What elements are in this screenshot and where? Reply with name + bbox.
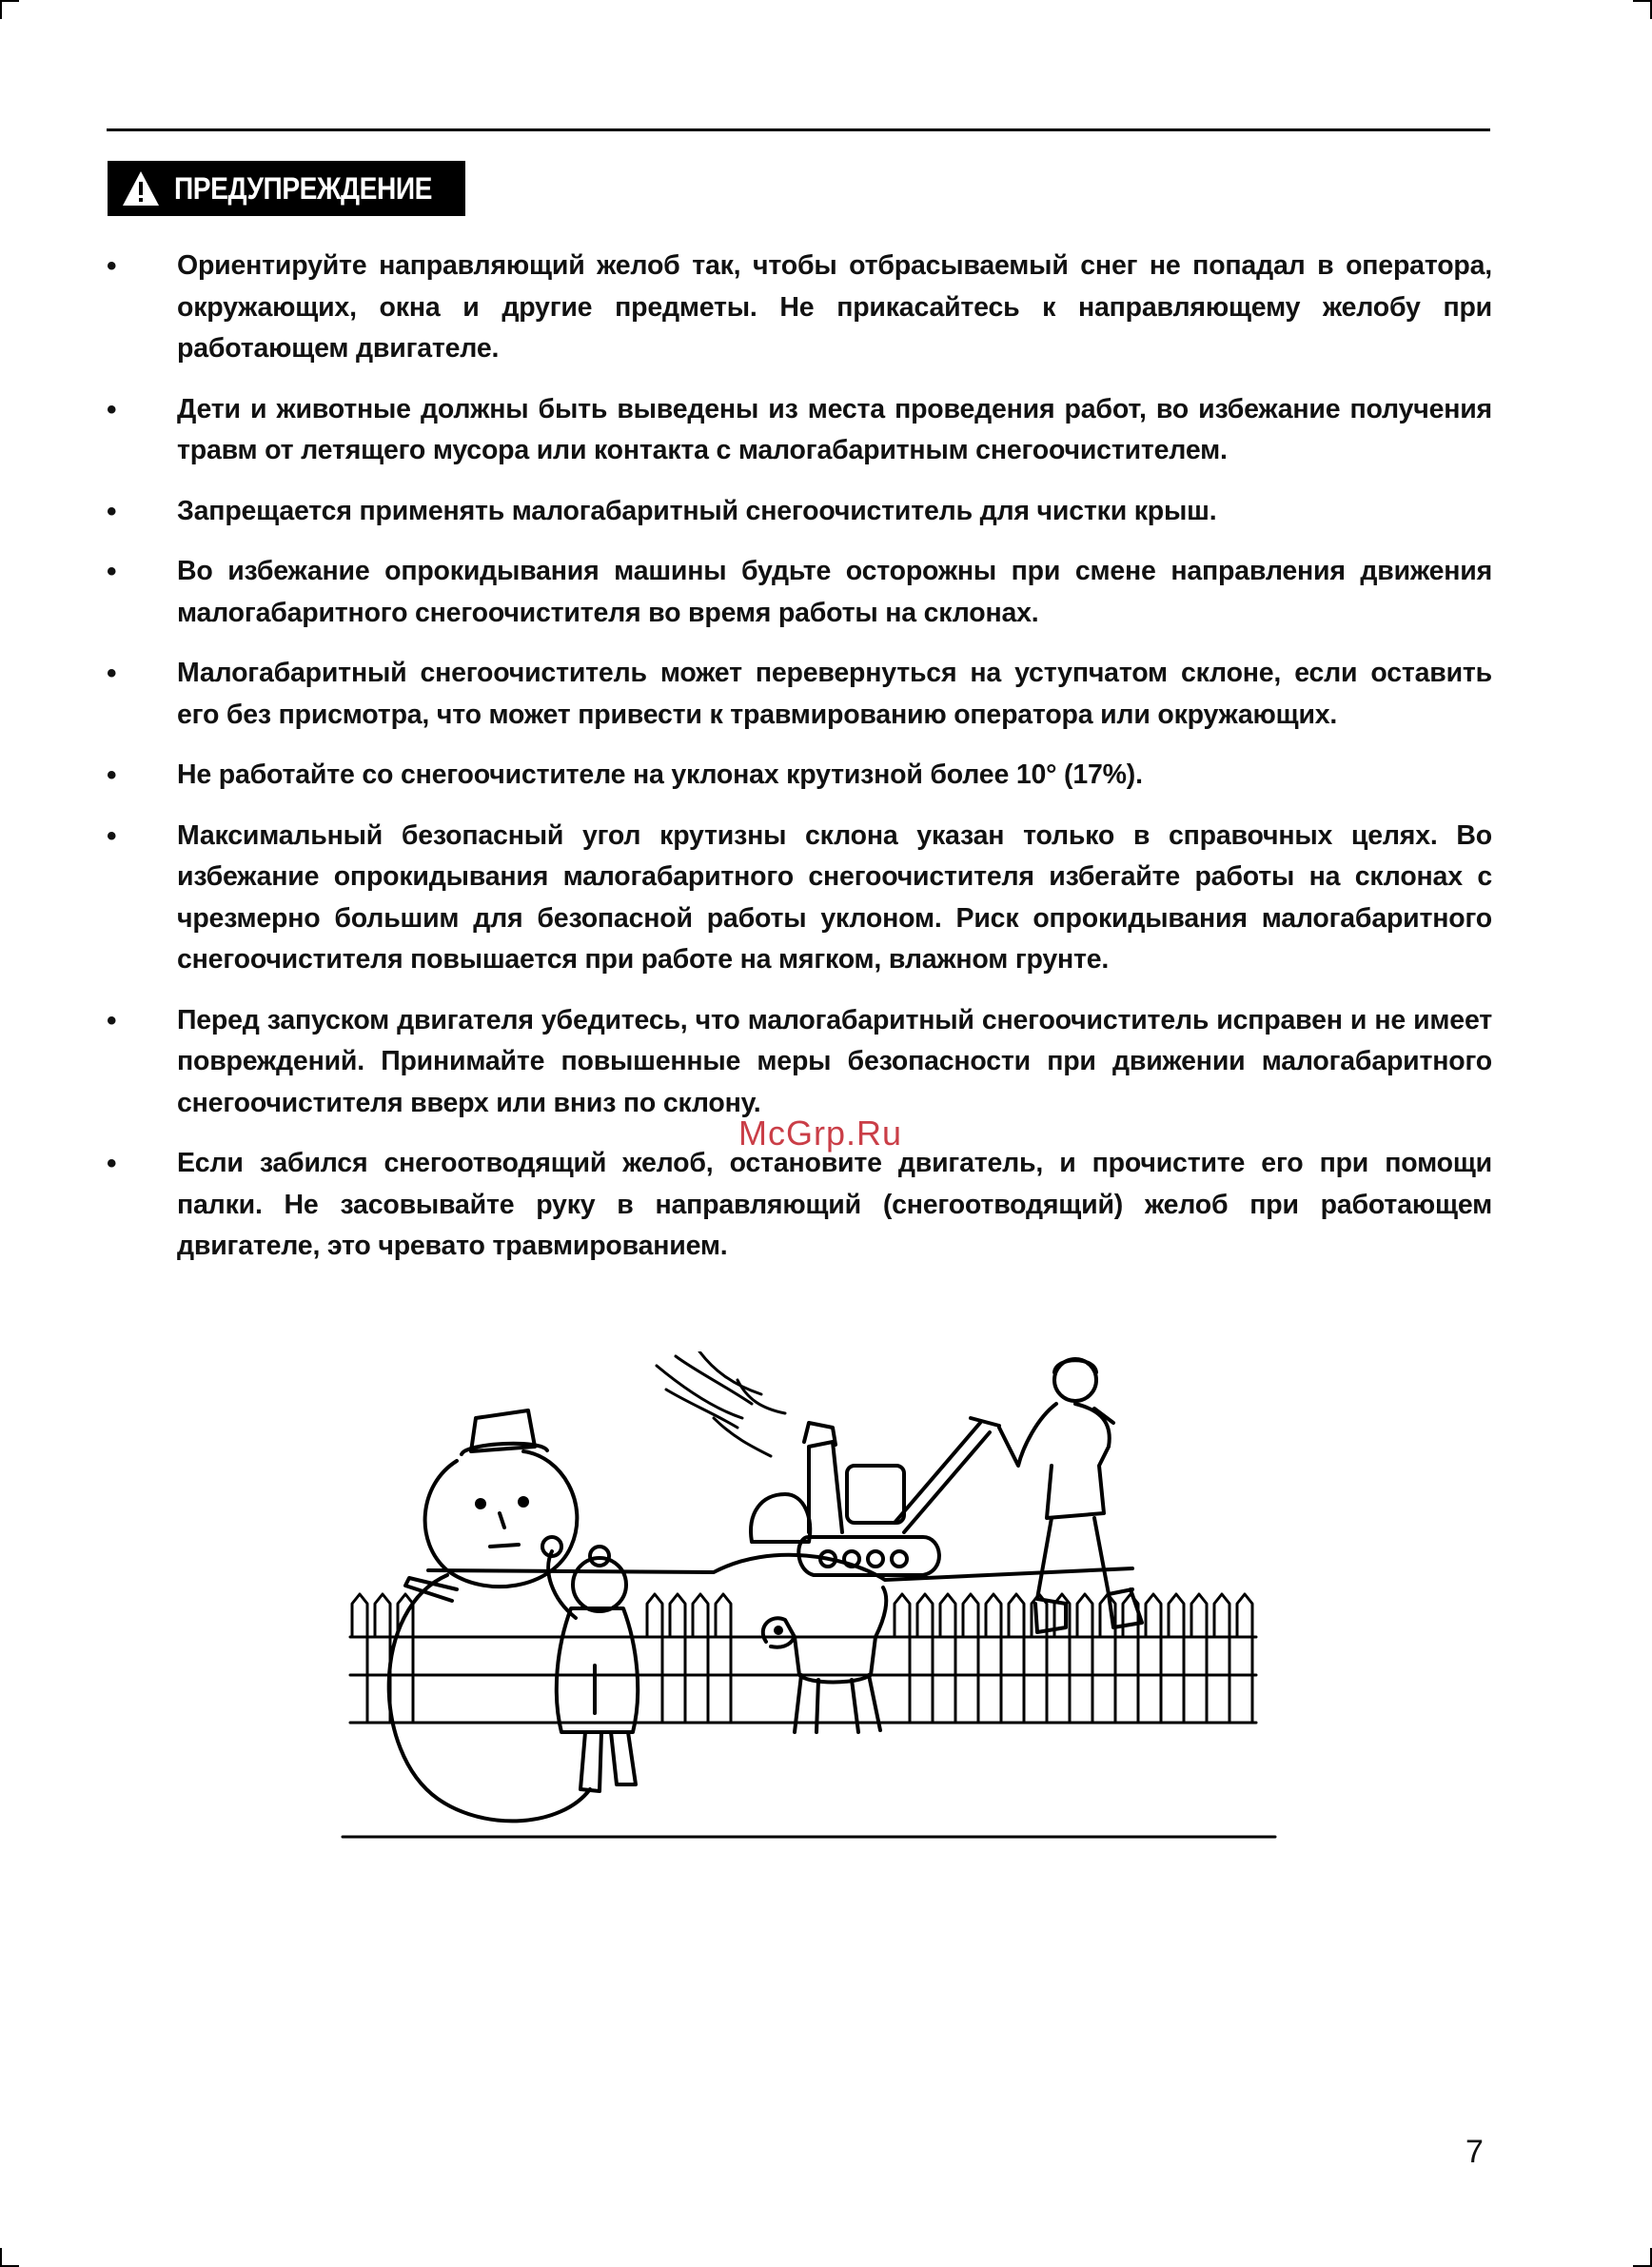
list-item [107,389,1492,472]
thrown-snow [657,1351,785,1456]
page-number: 7 [1465,2134,1484,2170]
child [542,1537,638,1791]
list-item [107,653,1492,736]
snowman [389,1410,590,1821]
list-item-text: Максимальный безопасный угол крутизны склона указан только в справочных целях. Во избежание опрокидывания малогабаритного снегоочистителя избегайте работы на склонах с чрезмерно большим для безопасной работы уклоном. Риск опрокидывания малогабаритного снегоочистителя повышается при работе на мягком, влажном грунте. [177,819,1492,975]
bullet-dot: • [107,250,117,282]
warning-banner [108,161,465,216]
list-item [107,491,1492,533]
list-item-text: Малогабаритный снегоочиститель может перевернуться на уступчатом склоне, если оставить его без присмотра, что может привести к травмированию оператора или окружающих. [177,658,1492,730]
bullet-dot: • [107,759,117,791]
list-item-text: Во избежание опрокидывания машины будьте осторожны при смене направления движения малогабаритного снегоочистителя во время работы на склонах. [177,556,1492,628]
list-item [107,755,1492,797]
bullet-dot: • [107,658,117,689]
watermark: McGrp.Ru [738,1114,903,1153]
warning-title: ПРЕДУПРЕЖДЕНИЕ [174,170,433,206]
crop-mark-top-left-v [0,0,2,19]
top-rule [107,128,1490,131]
list-item-text: Не работайте со снегоочистителе на уклонах крутизной более 10° (17%). [177,759,1143,790]
list-item [107,246,1492,370]
list-item-text: Если забился снегоотводящий желоб, остановите двигатель, и прочистите его при помощи палки. Не засовывайте руку в направляющий (снегоотводящий) желоб при работающем двигателе, это чревато травмированием. [177,1148,1492,1261]
list-item-text: Ориентируйте направляющий желоб так, чтобы отбрасываемый снег не попадал в оператора, окружающих, окна и другие предметы. Не прикасайтесь к направляющему желобу при работающем двигателе. [177,250,1492,364]
bullet-dot: • [107,393,117,425]
list-item [107,1143,1492,1268]
fence [350,1594,1256,1723]
list-item-text: Перед запуском двигателя убедитесь, что малогабаритный снегоочиститель исправен и не имеет повреждений. Принимайте повышенные меры безопасности при движении малогабаритного снегоочистителя вверх или вниз по склону. [177,1004,1492,1118]
crop-mark-bottom-left-v [0,2248,2,2267]
snowblower-safety-illustration [314,1351,1285,1865]
dog [763,1587,887,1732]
list-item-text: Запрещается применять малогабаритный снегоочиститель для чистки крыш. [177,495,1217,526]
list-item [107,816,1492,981]
bullet-dot: • [107,556,117,587]
crop-mark-top-right-h [1633,0,1652,2]
bullet-dot: • [107,495,117,527]
operator [999,1359,1142,1632]
bullet-dot: • [107,1148,117,1179]
snow-horizon [428,1555,1132,1580]
list-item [107,551,1492,634]
bullet-dot: • [107,819,117,852]
crop-mark-top-left-h [0,0,19,2]
list-item-text: Дети и животные должны быть выведены из места проведения работ, во избежание получения травм от летящего мусора или контакта с малогабаритным снегоочистителем. [177,393,1492,465]
bullet-dot: • [107,1004,117,1036]
warning-triangle-icon [121,169,161,207]
list-item [107,1000,1492,1125]
snowblower [751,1418,999,1575]
